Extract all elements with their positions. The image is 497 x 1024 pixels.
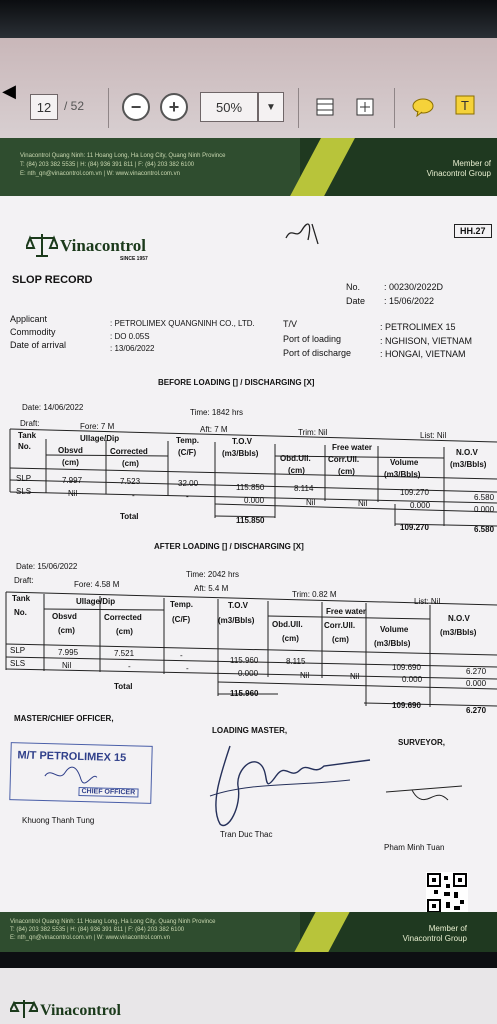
separator [394, 88, 395, 128]
cell-tank: SLS [10, 659, 26, 668]
cell-temp: - [180, 651, 183, 660]
total-nov: 6.270 [466, 706, 487, 715]
cell-obd: Nil [300, 671, 310, 680]
before-aft: Aft: 7 M [200, 425, 228, 434]
col-ullage: Ullage/Dip [80, 434, 120, 443]
cell-corrected: - [128, 662, 131, 671]
col-obd: Obd.Ull. [280, 454, 311, 463]
master-signature [41, 762, 102, 788]
cell-obd: 8.114 [294, 484, 314, 493]
email-line: E: nth_qn@vinacontrol.com.vn | W: www.vinacontrol.com.vn [20, 171, 180, 177]
separator [298, 88, 299, 128]
col-volume-unit: (m3/Bbls) [384, 470, 421, 479]
screen-bezel [0, 0, 497, 38]
pol-label: Port of loading [283, 334, 342, 344]
col-obsvd: Obsvd [58, 446, 83, 455]
footer-address-line: Vinacontrol Quang Ninh: 11 Hoang Long, Ha Long City, Quang Ninh Province [10, 919, 216, 925]
col-obsvd-unit: (cm) [62, 458, 79, 467]
qr-code-icon[interactable] [426, 872, 468, 914]
col-tov-unit: (m3/Bbls) [222, 449, 259, 458]
col-obd-unit: (cm) [288, 466, 305, 475]
col-temp: Temp. [170, 600, 193, 609]
address-line: Vinacontrol Quang Ninh: 11 Hoang Long, Ha Long City, Quang Ninh Province [20, 153, 226, 159]
cell-obd: 8.115 [286, 657, 306, 666]
cell-tov: 0.000 [244, 496, 265, 505]
cell-corrected: 7.523 [120, 477, 141, 486]
cell-volume: 109.690 [392, 663, 421, 672]
separator [108, 88, 109, 128]
cell-tank: SLS [16, 487, 32, 496]
footer-member-of [403, 924, 467, 944]
col-corr: Corr.Ull. [324, 621, 356, 630]
page-title: SLOP RECORD [12, 274, 93, 286]
cell-nov: 6.580 [474, 493, 495, 502]
before-list: List: Nil [420, 431, 447, 440]
total-tov: 115.960 [230, 689, 259, 698]
company-name: Vinacontrol [60, 236, 146, 255]
loading-master-label: LOADING MASTER, [212, 726, 288, 735]
col-tank: Tank [12, 594, 31, 603]
col-obsvd-unit: (cm) [58, 626, 75, 635]
before-date: Date: 14/06/2022 [22, 403, 84, 412]
zoom-in-icon[interactable]: + [160, 93, 188, 121]
after-trim: Trim: 0.82 M [292, 590, 337, 599]
stamp-ship-name: M/T PETROLIMEX 15 [17, 749, 127, 765]
page-gap [0, 952, 497, 968]
master-signature-label: MASTER/CHIEF OFFICER, [14, 714, 114, 723]
footer-member-line-2: Vinacontrol Group [402, 934, 467, 943]
cell-tov: 0.000 [238, 669, 259, 678]
tv-value: : PETROLIMEX 15 [380, 322, 456, 332]
dropdown-arrow-icon[interactable]: ▼ [258, 92, 284, 122]
col-corr-unit: (cm) [332, 635, 349, 644]
pol-value: : NGHISON, VIETNAM [380, 336, 473, 346]
cell-obsvd: 7.997 [62, 476, 83, 485]
col-volume-unit: (m3/Bbls) [374, 639, 411, 648]
commodity-value: : DO 0.05S [110, 332, 150, 341]
col-free-water: Free water [326, 607, 367, 616]
cell-volume: 0.000 [402, 675, 423, 684]
applicant-label: Applicant [10, 314, 48, 324]
cell-obsvd: Nil [68, 489, 78, 498]
scales-icon [10, 998, 38, 1020]
col-ullage: Ullage/Dip [76, 597, 116, 606]
after-date: Date: 15/06/2022 [16, 562, 78, 571]
arrival-label: Date of arrival [10, 340, 67, 350]
cell-volume: 109.270 [400, 488, 429, 497]
col-tov: T.O.V [232, 437, 253, 446]
tv-label: T/V [283, 319, 298, 329]
col-nov-unit: (m3/Bbls) [450, 460, 487, 469]
total-nov: 6.580 [474, 525, 495, 534]
surveyor-signature [382, 784, 472, 806]
cell-temp: - [186, 664, 189, 673]
applicant-value: : PETROLIMEX QUANGNINH CO., LTD. [110, 319, 255, 328]
col-corrected-unit: (cm) [122, 459, 139, 468]
col-corrected: Corrected [110, 447, 148, 456]
form-code: HH.27 [454, 224, 492, 238]
footer-email-line: E: nth_qn@vinacontrol.com.vn | W: www.vinacontrol.com.vn [10, 935, 170, 941]
letterhead-band [0, 138, 497, 198]
stamp-role: CHIEF OFFICER [78, 787, 138, 798]
col-corrected-unit: (cm) [116, 627, 133, 636]
col-temp-unit: (C/F) [178, 448, 197, 457]
cell-nov: 0.000 [474, 505, 495, 514]
after-draft: Draft: [14, 576, 34, 585]
loading-master-signature [190, 736, 390, 832]
master-name: Khuong Thanh Tung [22, 816, 95, 825]
col-nov: N.O.V [448, 614, 470, 623]
no-label: No. [346, 282, 361, 292]
prev-page-icon[interactable]: ◀ [2, 80, 16, 101]
after-time: Time: 2042 hrs [186, 570, 240, 579]
before-trim: Trim: Nil [298, 428, 328, 437]
col-obd: Obd.Ull. [272, 620, 303, 629]
cell-tank: SLP [16, 474, 32, 483]
company-since: SINCE 1957 [120, 256, 148, 262]
cell-corrected: - [132, 491, 135, 500]
cell-temp: - [186, 492, 189, 501]
col-volume: Volume [390, 458, 419, 467]
col-nov-unit: (m3/Bbls) [440, 628, 477, 637]
text-tool-icon[interactable] [452, 92, 478, 118]
cell-obsvd: 7.995 [58, 648, 79, 657]
before-section-title: BEFORE LOADING [] / DISCHARGING [X] [158, 378, 315, 387]
cell-nov: 0.000 [466, 679, 487, 688]
cell-volume: 0.000 [410, 501, 431, 510]
total-label: Total [114, 682, 133, 691]
col-tov: T.O.V [228, 601, 249, 610]
cell-obd: Nil [306, 498, 316, 507]
total-volume: 109.690 [392, 701, 421, 710]
page-total-label: / 52 [64, 99, 85, 113]
cell-nov: 6.270 [466, 667, 487, 676]
cell-corr: Nil [358, 499, 368, 508]
next-page-company-name: Vinacontrol [40, 1002, 121, 1019]
col-corr: Corr.Ull. [328, 455, 360, 464]
surveyor-name: Pham Minh Tuan [384, 843, 445, 852]
col-tank: Tank [18, 431, 37, 440]
col-volume: Volume [380, 625, 409, 634]
page-number-input[interactable]: 12 [30, 94, 58, 120]
member-line-1: Member of [452, 159, 491, 168]
total-tov: 115.850 [236, 516, 265, 525]
col-nov: N.O.V [456, 448, 478, 457]
col-corrected: Corrected [104, 613, 142, 622]
cell-tov: 115.850 [236, 483, 265, 492]
before-draft: Draft: [20, 419, 40, 428]
document-page [0, 196, 497, 934]
next-document-page [0, 968, 497, 1024]
zoom-level-input[interactable]: 50% [200, 92, 258, 122]
arrival-value: : 13/06/2022 [110, 344, 155, 353]
cell-tov: 115.960 [230, 656, 259, 665]
date-value: : 15/06/2022 [384, 296, 435, 306]
col-temp-unit: (C/F) [172, 615, 191, 624]
commodity-label: Commodity [10, 327, 56, 337]
fit-width-icon[interactable] [352, 94, 378, 120]
col-no: No. [14, 608, 27, 617]
col-tov-unit: (m3/Bbls) [218, 616, 255, 625]
before-fore: Fore: 7 M [80, 422, 115, 431]
footer-member-line-1: Member of [428, 924, 467, 933]
before-time: Time: 1842 hrs [190, 408, 244, 417]
after-list: List: Nil [414, 597, 441, 606]
surveyor-label: SURVEYOR, [398, 738, 445, 747]
fit-page-icon[interactable] [312, 94, 338, 120]
no-value: : 00230/2022D [384, 282, 444, 292]
cell-temp: 32.00 [178, 479, 199, 488]
col-no: No. [18, 442, 31, 451]
loading-master-name: Tran Duc Thac [220, 830, 273, 839]
svg-text:T: T [461, 98, 469, 113]
letterhead-footer-band [0, 912, 497, 952]
total-volume: 109.270 [400, 523, 429, 532]
col-temp: Temp. [176, 436, 199, 445]
member-line-2: Vinacontrol Group [426, 169, 491, 178]
col-corr-unit: (cm) [338, 467, 355, 476]
pdf-toolbar [0, 38, 497, 138]
ship-stamp [9, 742, 152, 804]
zoom-out-icon[interactable]: − [122, 93, 150, 121]
pod-value: : HONGAI, VIETNAM [380, 349, 466, 359]
after-aft: Aft: 5.4 M [194, 584, 229, 593]
after-fore: Fore: 4.58 M [74, 580, 120, 589]
cell-corrected: 7.521 [114, 649, 135, 658]
member-of-label [427, 159, 491, 179]
comment-icon[interactable] [410, 94, 436, 120]
after-section-title: AFTER LOADING [] / DISCHARGING [X] [154, 542, 304, 551]
total-label: Total [120, 512, 139, 521]
cell-tank: SLP [10, 646, 26, 655]
footer-phone-line: T: (84) 203 382 5535 | H: (84) 936 391 811 | F: (84) 203 382 6100 [10, 927, 185, 933]
cell-obsvd: Nil [62, 661, 72, 670]
col-obd-unit: (cm) [282, 634, 299, 643]
col-obsvd: Obsvd [52, 612, 77, 621]
cell-corr: Nil [350, 672, 360, 681]
pod-label: Port of discharge [283, 348, 352, 358]
date-label: Date [346, 296, 366, 306]
col-free-water: Free water [332, 443, 373, 452]
phone-line: T: (84) 203 382 5535 | H: (84) 936 391 811 | F: (84) 203 382 6100 [20, 162, 195, 168]
